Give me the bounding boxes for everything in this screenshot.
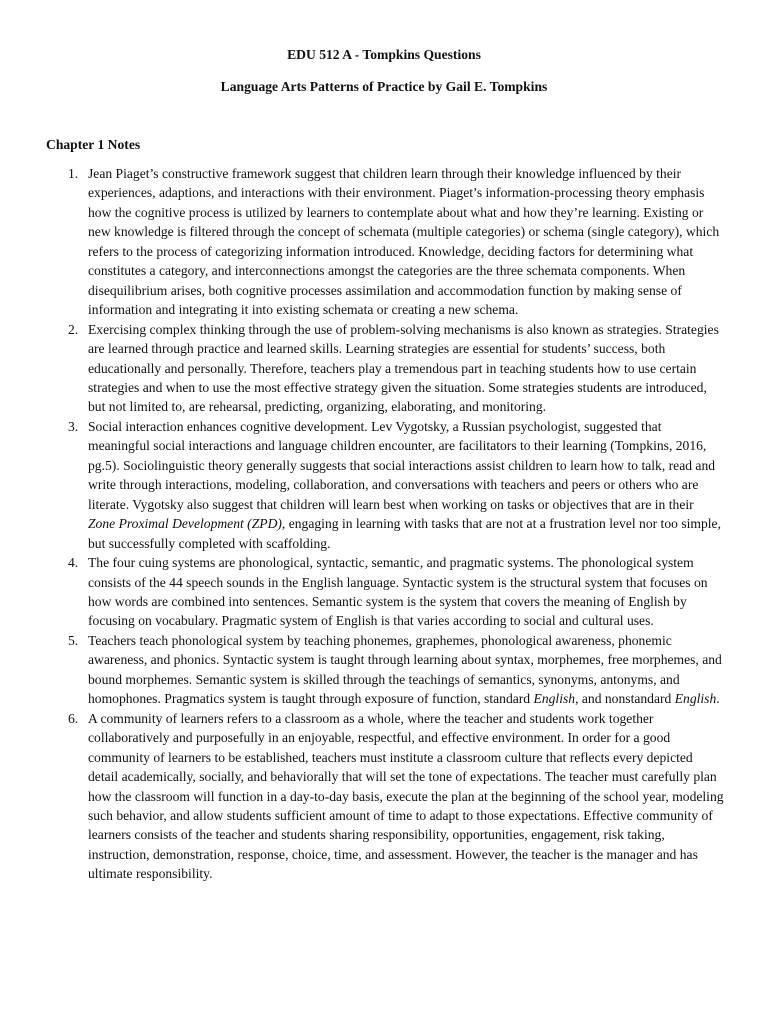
list-item [68, 320, 724, 417]
list-item-text: Social interaction enhances cognitive development. Lev Vygotsky, a Russian psychologist, suggested that meaningful social interactions and language children encounter, are facilitators to their learning (Tompkins, 2016, pg.5). Sociolinguistic theory generally suggests that social interactions assist children to learn how to talk, read and write through interactions, modeling, collaboration, and conversations with teachers and peers or others who are literate. Vygotsky also suggest that children will learn best when working on tasks or objectives that are in their [88, 418, 716, 512]
list-item-number: 1. [68, 166, 79, 181]
list-item-text: . [716, 691, 720, 707]
document-title: EDU 512 A - Tompkins Questions [287, 47, 481, 62]
list-item-text: The four cuing systems are phonological, syntactic, semantic, and pragmatic systems. The phonological system consists of the 44 speech sounds in the English language. Syntactic system is the structural system that focuses on how words are combined into sentences. Semantic system is the system that covers the meaning of English by focusing on vocabulary. Pragmatic system of English is that varies according to social and cultural uses. [88, 555, 708, 629]
list-item-text: , and nonstandard [575, 691, 675, 707]
list-item-text: A community of learners refers to a classroom as a whole, where the teacher and students work together collaboratively and purposefully in an enjoyable, respectful, and effective environment. In order for a good community of learners to be established, teachers must institute a classroom culture that reflects every depicted detail academically, socially, and behaviorally that will set the tone of expectations. The teacher must carefully plan how the classroom will function in a day-to-day basis, execute the plan at the beginning of the school year, modeling such behavior, and allow students sufficient amount of time to adapt to those expectations. Effective community of learners consists of the teacher and students sharing responsibility, opportunities, engagement, risk taking, instruction, demonstration, response, choice, time, and assessment. However, the teacher is the manager and has ultimate responsibility. [88, 710, 724, 882]
section-heading: Chapter 1 Notes [46, 137, 141, 152]
list-item-number: 5. [68, 632, 79, 648]
list-item-number: 3. [68, 418, 79, 434]
list-item-number: 4. [68, 555, 79, 571]
notes-list [0, 164, 768, 884]
list-item-number: 6. [68, 710, 79, 726]
list-item [68, 164, 724, 320]
emphasis-text: Zone Proximal Development (ZPD) [88, 516, 282, 532]
list-item [68, 417, 724, 553]
list-item-text: Exercising complex thinking through the use of problem-solving mechanisms is also known as strategies. Strategies are learned through practice and learned skills. Learning strategies are essential for students’ success, both educationally and personally. Therefore, teachers play a tremendous part in teaching students how to use certain strategies and when to use the most effective strategy given the situation. Some strategies students are introduced, but not limited to, are rehearsal, predicting, organizing, elaborating, and monitoring. [88, 321, 719, 415]
list-item [68, 709, 724, 884]
list-item-text: , engaging in learning with tasks that are not at a frustration level nor too simple, but successfully completed with scaffolding. [88, 516, 721, 551]
list-item-text: Teachers teach phonological system by teaching phonemes, graphemes, phonological awareness, phonemic awareness, and phonics. Syntactic system is taught through learning about syntax, morphemes, free morphemes, and bound morphemes. Semantic system is skilled through the teachings of semantics, synonyms, antonyms, and homophones. Pragmatics system is taught through exposure of function, standard [88, 632, 722, 707]
list-item [68, 631, 724, 709]
list-item-number: 2. [68, 321, 79, 337]
emphasis-text: English [674, 691, 717, 707]
emphasis-text: English [533, 691, 576, 707]
document-subtitle: Language Arts Patterns of Practice by Gail E. Tompkins [220, 79, 548, 94]
list-item [68, 553, 724, 631]
list-item-text: Jean Piaget’s constructive framework suggest that children learn through their knowledge influenced by their experiences, adaptions, and interactions with their environment. Piaget’s information-processing theory emphasis how the cognitive process is utilized by learners to contemplate about what and how they’re learning. Existing or new knowledge is filtered through the concept of schemata (multiple categories) or schema (single category), which refers to the process of categorizing information introduced. Knowledge, deciding factors for determining what constitutes a category, and interconnections amongst the categories are the three schemata components. When disequilibrium arises, both cognitive processes assimilation and accommodation function by making sense of information and integrating it into existing schemata or creating a new schema. [88, 166, 720, 318]
